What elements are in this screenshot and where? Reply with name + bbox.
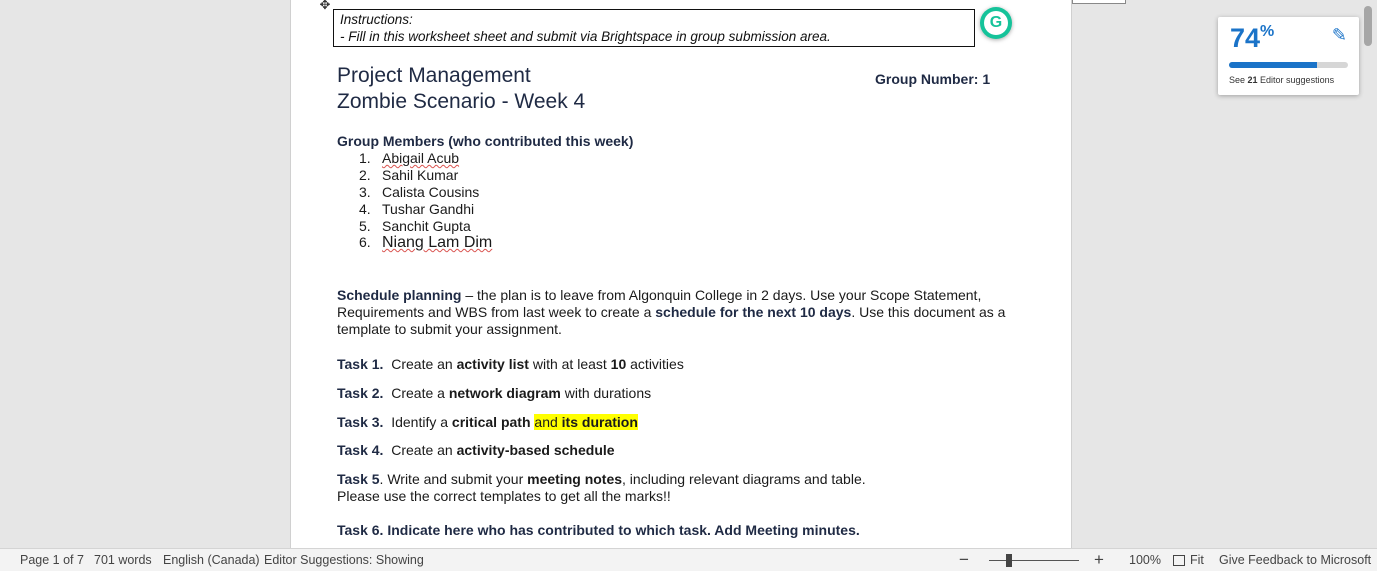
vertical-scrollbar[interactable] — [1364, 6, 1372, 46]
zoom-slider-thumb[interactable] — [1006, 554, 1012, 567]
member-item: 2. Sahil Kumar — [359, 167, 459, 183]
zoom-in-button[interactable]: + — [1094, 550, 1104, 569]
score-bar-fill — [1229, 62, 1317, 68]
instructions-box[interactable] — [333, 9, 975, 47]
member-item: 1. Abigail Acub — [359, 150, 460, 166]
grammarly-icon: G — [984, 11, 1008, 35]
schedule-paragraph: Schedule planning – the plan is to leave from Algonquin College in 2 days. Use your Scope Statement, Requirements and WBS from last week to create a schedule for the next 10 days. Use this document as a template to submit your assignment. — [337, 287, 1006, 337]
task-5: Task 5. Write and submit your meeting notes, including relevant diagrams and table. — [337, 471, 866, 487]
members-heading: Group Members (who contributed this week) — [337, 133, 634, 149]
document-page[interactable] — [290, 0, 1072, 548]
task-5-note: Please use the correct templates to get all the marks!! — [337, 488, 671, 504]
grammarly-score-card[interactable] — [1218, 17, 1359, 95]
zoom-level[interactable]: 100% — [1129, 553, 1161, 567]
task-6: Task 6. Indicate here who has contributed to which task. Add Meeting minutes. — [337, 522, 860, 538]
member-item: 3. Calista Cousins — [359, 184, 480, 200]
task-1: Task 1. Create an activity list with at least 10 activities — [337, 356, 684, 372]
zoom-out-button[interactable]: − — [959, 550, 969, 569]
score-value: 74% — [1230, 23, 1275, 53]
group-number: Group Number: 1 — [875, 71, 991, 87]
zoom-slider[interactable] — [989, 560, 1079, 561]
language-indicator[interactable]: English (Canada) — [163, 553, 260, 567]
score-bar — [1229, 62, 1348, 68]
page-corner-box — [1072, 0, 1126, 4]
doc-title: Project Management — [337, 64, 531, 87]
task-4: Task 4. Create an activity-based schedule — [337, 442, 615, 458]
feedback-link[interactable]: Give Feedback to Microsoft — [1219, 553, 1372, 567]
editor-suggestions-status[interactable]: Editor Suggestions: Showing — [264, 553, 424, 567]
grammarly-button[interactable] — [980, 7, 1012, 39]
member-item: 6. Niang Lam Dim — [359, 234, 493, 251]
status-bar — [0, 548, 1377, 571]
member-item: 5. Sanchit Gupta — [359, 218, 471, 234]
instructions-text: - Fill in this worksheet sheet and submit via Brightspace in group submission area. — [340, 29, 831, 44]
doc-subtitle: Zombie Scenario - Week 4 — [337, 90, 586, 113]
word-count[interactable]: 701 words — [94, 553, 152, 567]
suggestions-link[interactable]: See 21 Editor suggestions — [1229, 75, 1335, 85]
member-item: 4. Tushar Gandhi — [359, 201, 475, 217]
pen-icon[interactable]: ✎ — [1331, 25, 1347, 45]
instructions-title: Instructions: — [340, 12, 413, 27]
fit-button[interactable]: Fit — [1190, 553, 1204, 567]
fit-icon[interactable] — [1173, 555, 1185, 566]
task-3: Task 3. Identify a critical path and its duration — [337, 414, 638, 430]
task-2: Task 2. Create a network diagram with durations — [337, 385, 652, 401]
table-move-icon[interactable]: ✥ — [319, 0, 331, 12]
page-count[interactable]: Page 1 of 7 — [20, 553, 84, 567]
